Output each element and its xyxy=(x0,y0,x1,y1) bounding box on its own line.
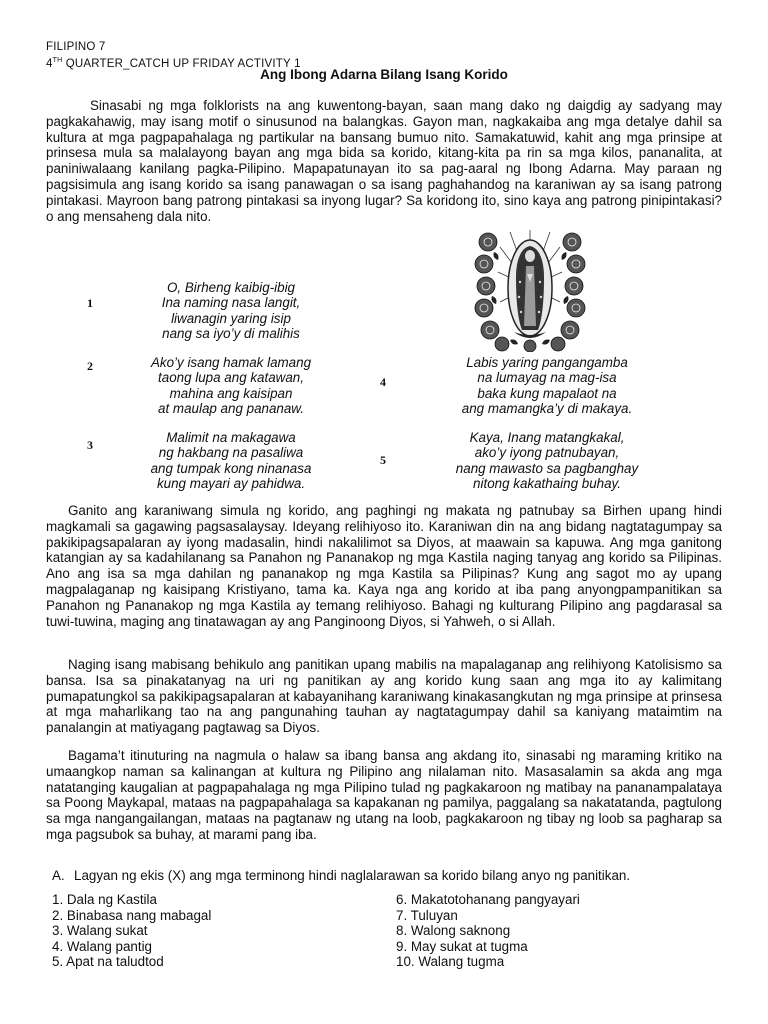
stanza-number: 3 xyxy=(87,438,93,452)
stanza-line: nitong kakathaing buhay. xyxy=(473,476,621,492)
paragraph-4: Bagama’t itinuturing na nagmula o halaw sa ibang bansa ang akdang ito, sinasabi ng maraming kritiko na umaangkop naman sa kalinangan at kultura ng Pilipino ang nilalaman nito. Masasalamin sa akda ang mga natatanging kaugalian at pagpapahalaga ng mga Pilipino tulad ng pagkakaroon ng matibay na pananampalataya sa Poong Maykapal, mataas na pagpapahalaga sa kapakanan ng pamilya, paggalang sa nakatatanda, pagtulong sa mga nangangailangan, mataas na pagtanaw ng utang na loob, pagkakaroon ng tibay ng loob sa pagharap sa mga pagsubok sa buhay, at marami pang iba. xyxy=(46,748,722,842)
list-item: 4. Walang pantig xyxy=(52,938,152,954)
stanza-number: 4 xyxy=(380,375,386,389)
paragraph-3: Naging isang mabisang behikulo ang panitikan upang mabilis na mapalaganap ang relihiyong Katolisismo sa bansa. Isa sa pinakatanyag na uri ng panitikan ay ang korido kung saan ang mga ito ay kalimitang pumapatungkol sa pakikipagsapalaran at kabayanihang karaniwang kinakasangkutan ng mga prinsipe at prinsesa at mga maharlikang tao na ang pangunahing tauhan ay nagtatagumpay dahil sa kaniyang mataimtim na panalangin at matiyagang pagtawag sa Diyos. xyxy=(46,657,722,736)
list-item: 5. Apat na taludtod xyxy=(52,954,164,969)
stanza-line: baka kung mapalaot na xyxy=(477,385,617,401)
stanza-line: ang mamangka’y di makaya. xyxy=(461,401,633,417)
stanza xyxy=(101,280,361,342)
stanza xyxy=(101,355,361,417)
stanza-line: O, Birheng kaibig-ibig xyxy=(166,280,296,295)
stanza-number: 2 xyxy=(87,359,93,373)
stanza-line: Labis yaring pangangamba xyxy=(466,355,628,370)
stanza-line: kung mayari ay pahidwa. xyxy=(156,476,306,492)
stanza-number: 1 xyxy=(87,296,93,310)
stanza-line: na lumayag na mag-isa xyxy=(477,370,617,386)
stanza-line: Malimit na makagawa xyxy=(166,430,296,445)
stanza xyxy=(417,430,677,492)
stanza-line: Ako’y isang hamak lamang xyxy=(150,355,312,370)
stanza-line: ako’y iyong patnubayan, xyxy=(474,445,620,461)
stanza-line: ng hakbang na pasaliwa xyxy=(158,445,304,461)
items-left-list xyxy=(52,892,211,970)
stanza-line: ang tumpak kong ninanasa xyxy=(150,460,312,476)
stanza-number: 5 xyxy=(380,453,386,467)
intro-paragraph: Sinasabi ng mga folklorists na ang kuwentong-bayan, saan mang dako ng daigdig ay sadyang may pagkakahawig, may isang motif o sinusunod na balangkas. Gayon man, nagkakaiba ang mga detalye dahil sa kultura at mga pagpapahalaga ng partikular na bansang bumuo nito. Samakatuwid, kahit ang mga prinsipe at prinsesa mula sa malalayong bayan ang mga bida sa korido, kitang-kita pa rin sa mga kilos, pananalita, at paniniwalaang kanilang pagka-Pilipino. Mapapatunayan ito sa pag-aaral ng Ibong Adarna. May paraan ng pagsisimula ang isang korido sa isang panawagan o sa isang paghahandog na karaniwan ay sa isang patrong pintakasi. Mayroon bang patrong pintakasi sa inyong lugar? Sa koridong ito, sino kaya ang patrong pinipintakasi? o ang mensaheng dala nito. xyxy=(46,98,722,224)
list-item: 1. Dala ng Kastila xyxy=(52,892,157,907)
page-title: Ang Ibong Adarna Bilang Isang Korido xyxy=(260,67,508,82)
list-item: 3. Walang sukat xyxy=(52,923,148,938)
stanza xyxy=(101,430,361,492)
header-subject: FILIPINO 7 xyxy=(46,41,106,53)
list-item: 9. May sukat at tugma xyxy=(396,938,528,954)
list-item: 10. Walang tugma xyxy=(396,954,505,969)
stanza-line: mahina ang kaisipan xyxy=(169,385,293,401)
virgin-of-guadalupe-icon xyxy=(470,222,590,352)
list-item: 7. Tuluyan xyxy=(396,907,458,923)
header-activity-text: QUARTER_CATCH UP FRIDAY ACTIVITY 1 xyxy=(62,58,301,70)
stanza-line: at maulap ang pananaw. xyxy=(158,401,304,417)
header-quarter-suffix: TH xyxy=(52,57,63,64)
stanza-line: taong lupa ang katawan, xyxy=(158,370,304,386)
stanza-line: liwanagin yaring isip xyxy=(171,310,291,326)
instruction xyxy=(52,868,732,884)
list-item: 6. Makatotohanang pangyayari xyxy=(396,892,580,907)
stanza xyxy=(417,355,677,417)
stanza-line: Kaya, Inang matangkakal, xyxy=(469,430,625,445)
instruction-letter: A. xyxy=(52,868,65,883)
stanza-line: Ina naming nasa langit, xyxy=(161,295,301,311)
list-item: 2. Binabasa nang mabagal xyxy=(52,907,212,923)
items-right-list xyxy=(396,892,580,970)
stanza-line: nang mawasto sa pagbanghay xyxy=(455,460,639,476)
stanza-line: nang sa iyo’y di malihis xyxy=(162,326,300,342)
header-quarter-number: 4 xyxy=(46,58,53,70)
instruction-text: Lagyan ng ekis (X) ang mga terminong hindi naglalarawan sa korido bilang anyo ng panitikan. xyxy=(74,868,631,883)
paragraph-2: Ganito ang karaniwang simula ng korido, ang paghingi ng makata ng patnubay sa Birhen upang hindi magkamali sa gagawing pagsasalaysay. Ideyang relihiyoso ito. Karaniwan din na ang bidang nagtatagumpay sa pakikipagsapalaran ay iyong madasalin, hindi nakalilimot sa Diyos, at maawain sa kapuwa. Ang mga ganitong katangian ay sa kadahilanang sa Panahon ng Pananakop ng mga Kastila naging tanyag ang korido sa Pilipinas. Ano ang isa sa mga dahilan ng pananakop ng mga Kastila sa Pilipinas? Kung ang sagot mo ay upang magpalaganap ng kaisipang Kristiyano, tama ka. Kaya nga ang korido at iba pang anyongpampanitikan sa Panahon ng Pananakop ng mga Kastila ay temang relihiyoso. Bahagi ng kulturang Pilipino ang pagdarasal sa tuwi-tuwina, maging ang tinatawagan ay ang Panginoong Diyos, si Yahweh, o si Allah. xyxy=(46,503,722,629)
list-item: 8. Walong saknong xyxy=(396,923,511,938)
